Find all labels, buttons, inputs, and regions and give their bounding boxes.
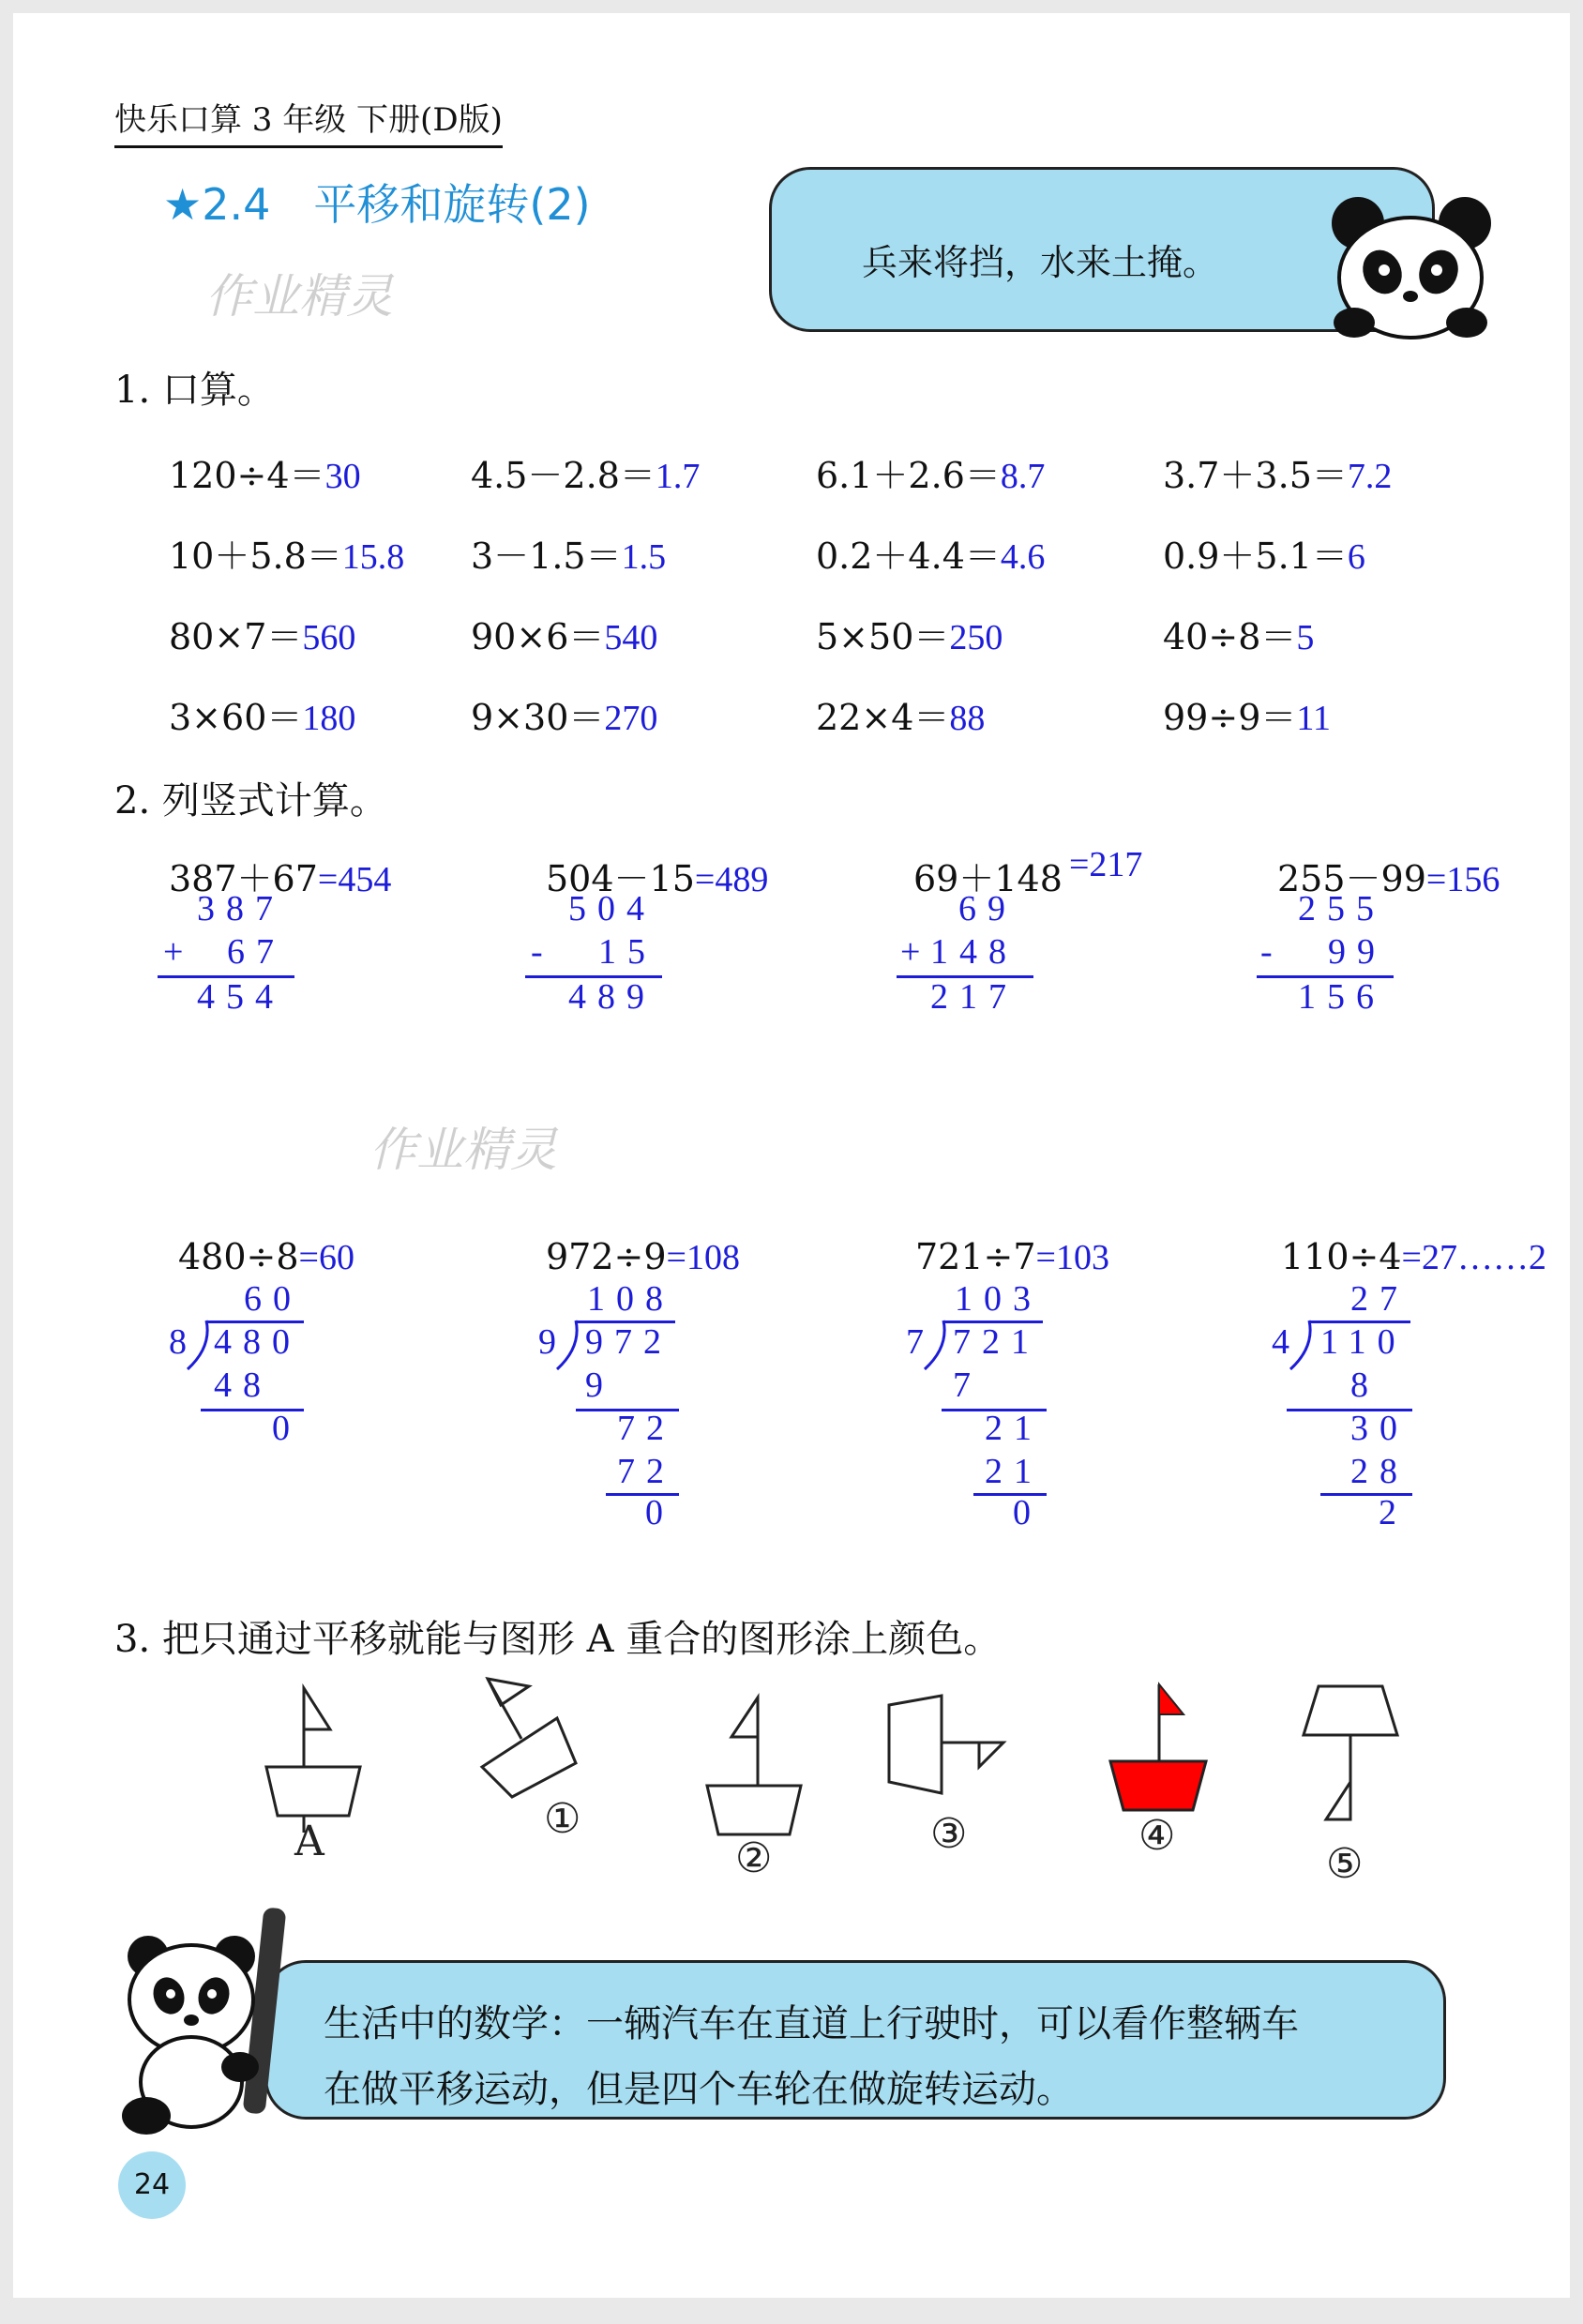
operand-2: 148 xyxy=(930,932,1018,972)
calc-result: 489 xyxy=(568,977,656,1017)
oral-answer: 1.5 xyxy=(621,537,667,577)
oral-answer: 8.7 xyxy=(1000,457,1046,496)
oral-expression: 90×6＝ xyxy=(471,616,605,657)
oral-expression: 9×30＝ xyxy=(471,697,605,738)
div-answer: =103 xyxy=(1035,1238,1109,1277)
oral-item xyxy=(816,527,1045,579)
division-step: 9 xyxy=(585,1366,614,1405)
figure-4-icon xyxy=(1097,1675,1219,1825)
division-step: 7 xyxy=(953,1366,982,1405)
oral-answer: 250 xyxy=(949,618,1003,657)
operator: - xyxy=(1260,932,1284,972)
worksheet-page xyxy=(13,13,1570,2298)
div-expression: 972÷9 xyxy=(546,1236,667,1277)
long-division xyxy=(163,1236,463,1461)
oral-expression: 0.9＋5.1＝ xyxy=(1163,536,1348,577)
oral-answer: 15.8 xyxy=(341,537,405,577)
figure-label: ③ xyxy=(930,1810,968,1858)
division-step: 21 xyxy=(985,1452,1043,1491)
calc-expression: 255－99 xyxy=(1277,858,1426,899)
oral-expression: 3.7＋3.5＝ xyxy=(1163,455,1348,496)
proverb-text: 兵来将挡，水来土掩。 xyxy=(862,242,1219,283)
division-step: 8 xyxy=(1350,1366,1379,1405)
oral-answer: 180 xyxy=(302,699,356,738)
q2-title: 2. 列竖式计算。 xyxy=(114,779,387,822)
figure-label: ② xyxy=(735,1834,773,1882)
calc-result: 217 xyxy=(930,977,1018,1017)
oral-answer: 4.6 xyxy=(1000,537,1046,577)
long-division xyxy=(1260,1236,1560,1532)
oral-item xyxy=(169,446,361,498)
division-step: 2 xyxy=(1379,1493,1408,1532)
oral-answer: 1.7 xyxy=(655,457,701,496)
operator: - xyxy=(531,932,554,972)
divisor: 9 xyxy=(538,1322,567,1362)
div-answer: =60 xyxy=(298,1238,354,1277)
math-tip-text xyxy=(324,1991,1299,2122)
division-step: 72 xyxy=(617,1452,675,1491)
oral-expression: 10＋5.8＝ xyxy=(169,536,342,577)
oral-expression: 0.2＋4.4＝ xyxy=(816,536,1001,577)
q1-title: 1. 口算。 xyxy=(114,369,275,412)
tip-line: 生活中的数学：一辆汽车在直道上行驶时，可以看作整辆车 xyxy=(324,2002,1299,2045)
division-step: 0 xyxy=(645,1493,674,1532)
oral-answer: 30 xyxy=(324,457,361,496)
quotient: 60 xyxy=(244,1279,302,1319)
operator: + xyxy=(900,932,932,972)
oral-answer: 270 xyxy=(604,699,658,738)
division-bracket-icon xyxy=(1287,1319,1315,1371)
operand-2: 15 xyxy=(598,932,656,972)
oral-expression: 99÷9＝ xyxy=(1163,697,1297,738)
operand-1: 504 xyxy=(568,889,656,928)
panda-pen-icon xyxy=(116,1898,304,2142)
operand-1: 255 xyxy=(1298,889,1385,928)
operand-1: 69 xyxy=(958,889,1017,928)
calc-result: 454 xyxy=(197,977,284,1017)
oral-expression: 40÷8＝ xyxy=(1163,616,1297,657)
division-bracket-icon xyxy=(184,1319,212,1371)
oral-item xyxy=(1163,527,1365,579)
oral-item xyxy=(471,446,700,498)
oral-expression: 3－1.5＝ xyxy=(471,536,622,577)
calc-result: 156 xyxy=(1298,977,1385,1017)
oral-expression: 5×50＝ xyxy=(816,616,950,657)
oral-item xyxy=(169,527,404,579)
operator: + xyxy=(163,932,195,972)
vertical-calc xyxy=(520,850,829,1028)
calc-answer: =217 xyxy=(1069,845,1143,884)
quotient: 108 xyxy=(587,1279,674,1319)
oral-answer: 11 xyxy=(1296,699,1331,738)
vertical-calc xyxy=(154,850,463,1028)
oral-item xyxy=(1163,608,1314,659)
div-answer: =108 xyxy=(666,1238,740,1277)
dividend: 721 xyxy=(953,1322,1040,1362)
oral-item xyxy=(471,608,657,659)
dividend: 480 xyxy=(214,1322,301,1362)
div-expression: 110÷4 xyxy=(1281,1236,1402,1277)
vertical-calc xyxy=(885,844,1195,1028)
page-number: 24 xyxy=(118,2151,186,2219)
section-title: ★2.4 平移和旋转(2) xyxy=(163,179,591,230)
oral-item xyxy=(816,608,1003,659)
division-bracket-icon xyxy=(921,1319,949,1371)
oral-expression: 120÷4＝ xyxy=(169,455,325,496)
division-bracket-icon xyxy=(553,1319,581,1371)
oral-expression: 6.1＋2.6＝ xyxy=(816,455,1001,496)
figure-label: ① xyxy=(544,1795,581,1843)
figure-label: A xyxy=(294,1818,324,1865)
oral-expression: 80×7＝ xyxy=(169,616,303,657)
division-step: 48 xyxy=(214,1366,272,1405)
figure-3-icon xyxy=(876,1686,1017,1808)
divisor: 4 xyxy=(1272,1322,1301,1362)
oral-expression: 3×60＝ xyxy=(169,697,303,738)
division-step: 0 xyxy=(1013,1493,1042,1532)
oral-answer: 560 xyxy=(302,618,356,657)
division-step: 30 xyxy=(1350,1409,1409,1448)
oral-item xyxy=(471,527,666,579)
q3-title: 3. 把只通过平移就能与图形 A 重合的图形涂上颜色。 xyxy=(114,1618,1002,1661)
operand-1: 387 xyxy=(197,889,284,928)
figure-label: ⑤ xyxy=(1326,1840,1364,1888)
calc-expression: 504－15 xyxy=(546,858,695,899)
operand-2: 99 xyxy=(1328,932,1386,972)
calc-answer: =454 xyxy=(317,860,392,899)
dividend: 972 xyxy=(585,1322,672,1362)
watermark-top: 作业精灵 xyxy=(205,269,393,324)
long-division xyxy=(895,1236,1195,1532)
vertical-calc xyxy=(1251,846,1551,1028)
division-step: 0 xyxy=(272,1409,301,1448)
oral-item xyxy=(169,688,355,740)
oral-item xyxy=(1163,688,1331,740)
oral-item xyxy=(169,608,355,659)
operand-2: 67 xyxy=(227,932,285,972)
quotient: 27 xyxy=(1350,1279,1409,1319)
divisor: 7 xyxy=(906,1322,935,1362)
oral-answer: 5 xyxy=(1296,618,1315,657)
div-expression: 480÷8 xyxy=(178,1236,299,1277)
divisor: 8 xyxy=(169,1322,198,1362)
oral-item xyxy=(816,446,1045,498)
calc-expression: 387＋67 xyxy=(169,858,318,899)
figure-label: ④ xyxy=(1138,1812,1176,1860)
calc-answer: =156 xyxy=(1425,860,1500,899)
oral-answer: 6 xyxy=(1347,537,1365,577)
oral-item xyxy=(471,688,657,740)
long-division xyxy=(529,1236,829,1532)
oral-expression: 4.5－2.8＝ xyxy=(471,455,656,496)
division-step: 72 xyxy=(617,1409,675,1448)
oral-item xyxy=(816,688,985,740)
oral-expression: 22×4＝ xyxy=(816,697,950,738)
book-header: 快乐口算 3 年级 下册(D版) xyxy=(114,94,503,148)
division-step: 28 xyxy=(1350,1452,1409,1491)
figure-5-icon xyxy=(1294,1677,1416,1846)
math-tip-box xyxy=(264,1960,1446,2120)
dividend: 110 xyxy=(1320,1322,1407,1362)
calc-expression: 69＋148 xyxy=(913,858,1063,899)
oral-answer: 540 xyxy=(604,618,658,657)
calc-answer: =489 xyxy=(694,860,769,899)
tip-line: 在做平移运动，但是四个车轮在做旋转运动。 xyxy=(324,2068,1074,2111)
panda-head-icon xyxy=(1326,191,1495,341)
oral-answer: 7.2 xyxy=(1347,457,1393,496)
oral-answer: 88 xyxy=(949,699,986,738)
watermark-middle: 作业精灵 xyxy=(369,1123,557,1177)
div-expression: 721÷7 xyxy=(915,1236,1036,1277)
oral-item xyxy=(1163,446,1392,498)
division-step: 21 xyxy=(985,1409,1043,1448)
quotient: 103 xyxy=(955,1279,1042,1319)
div-answer: =27……2 xyxy=(1401,1238,1546,1277)
